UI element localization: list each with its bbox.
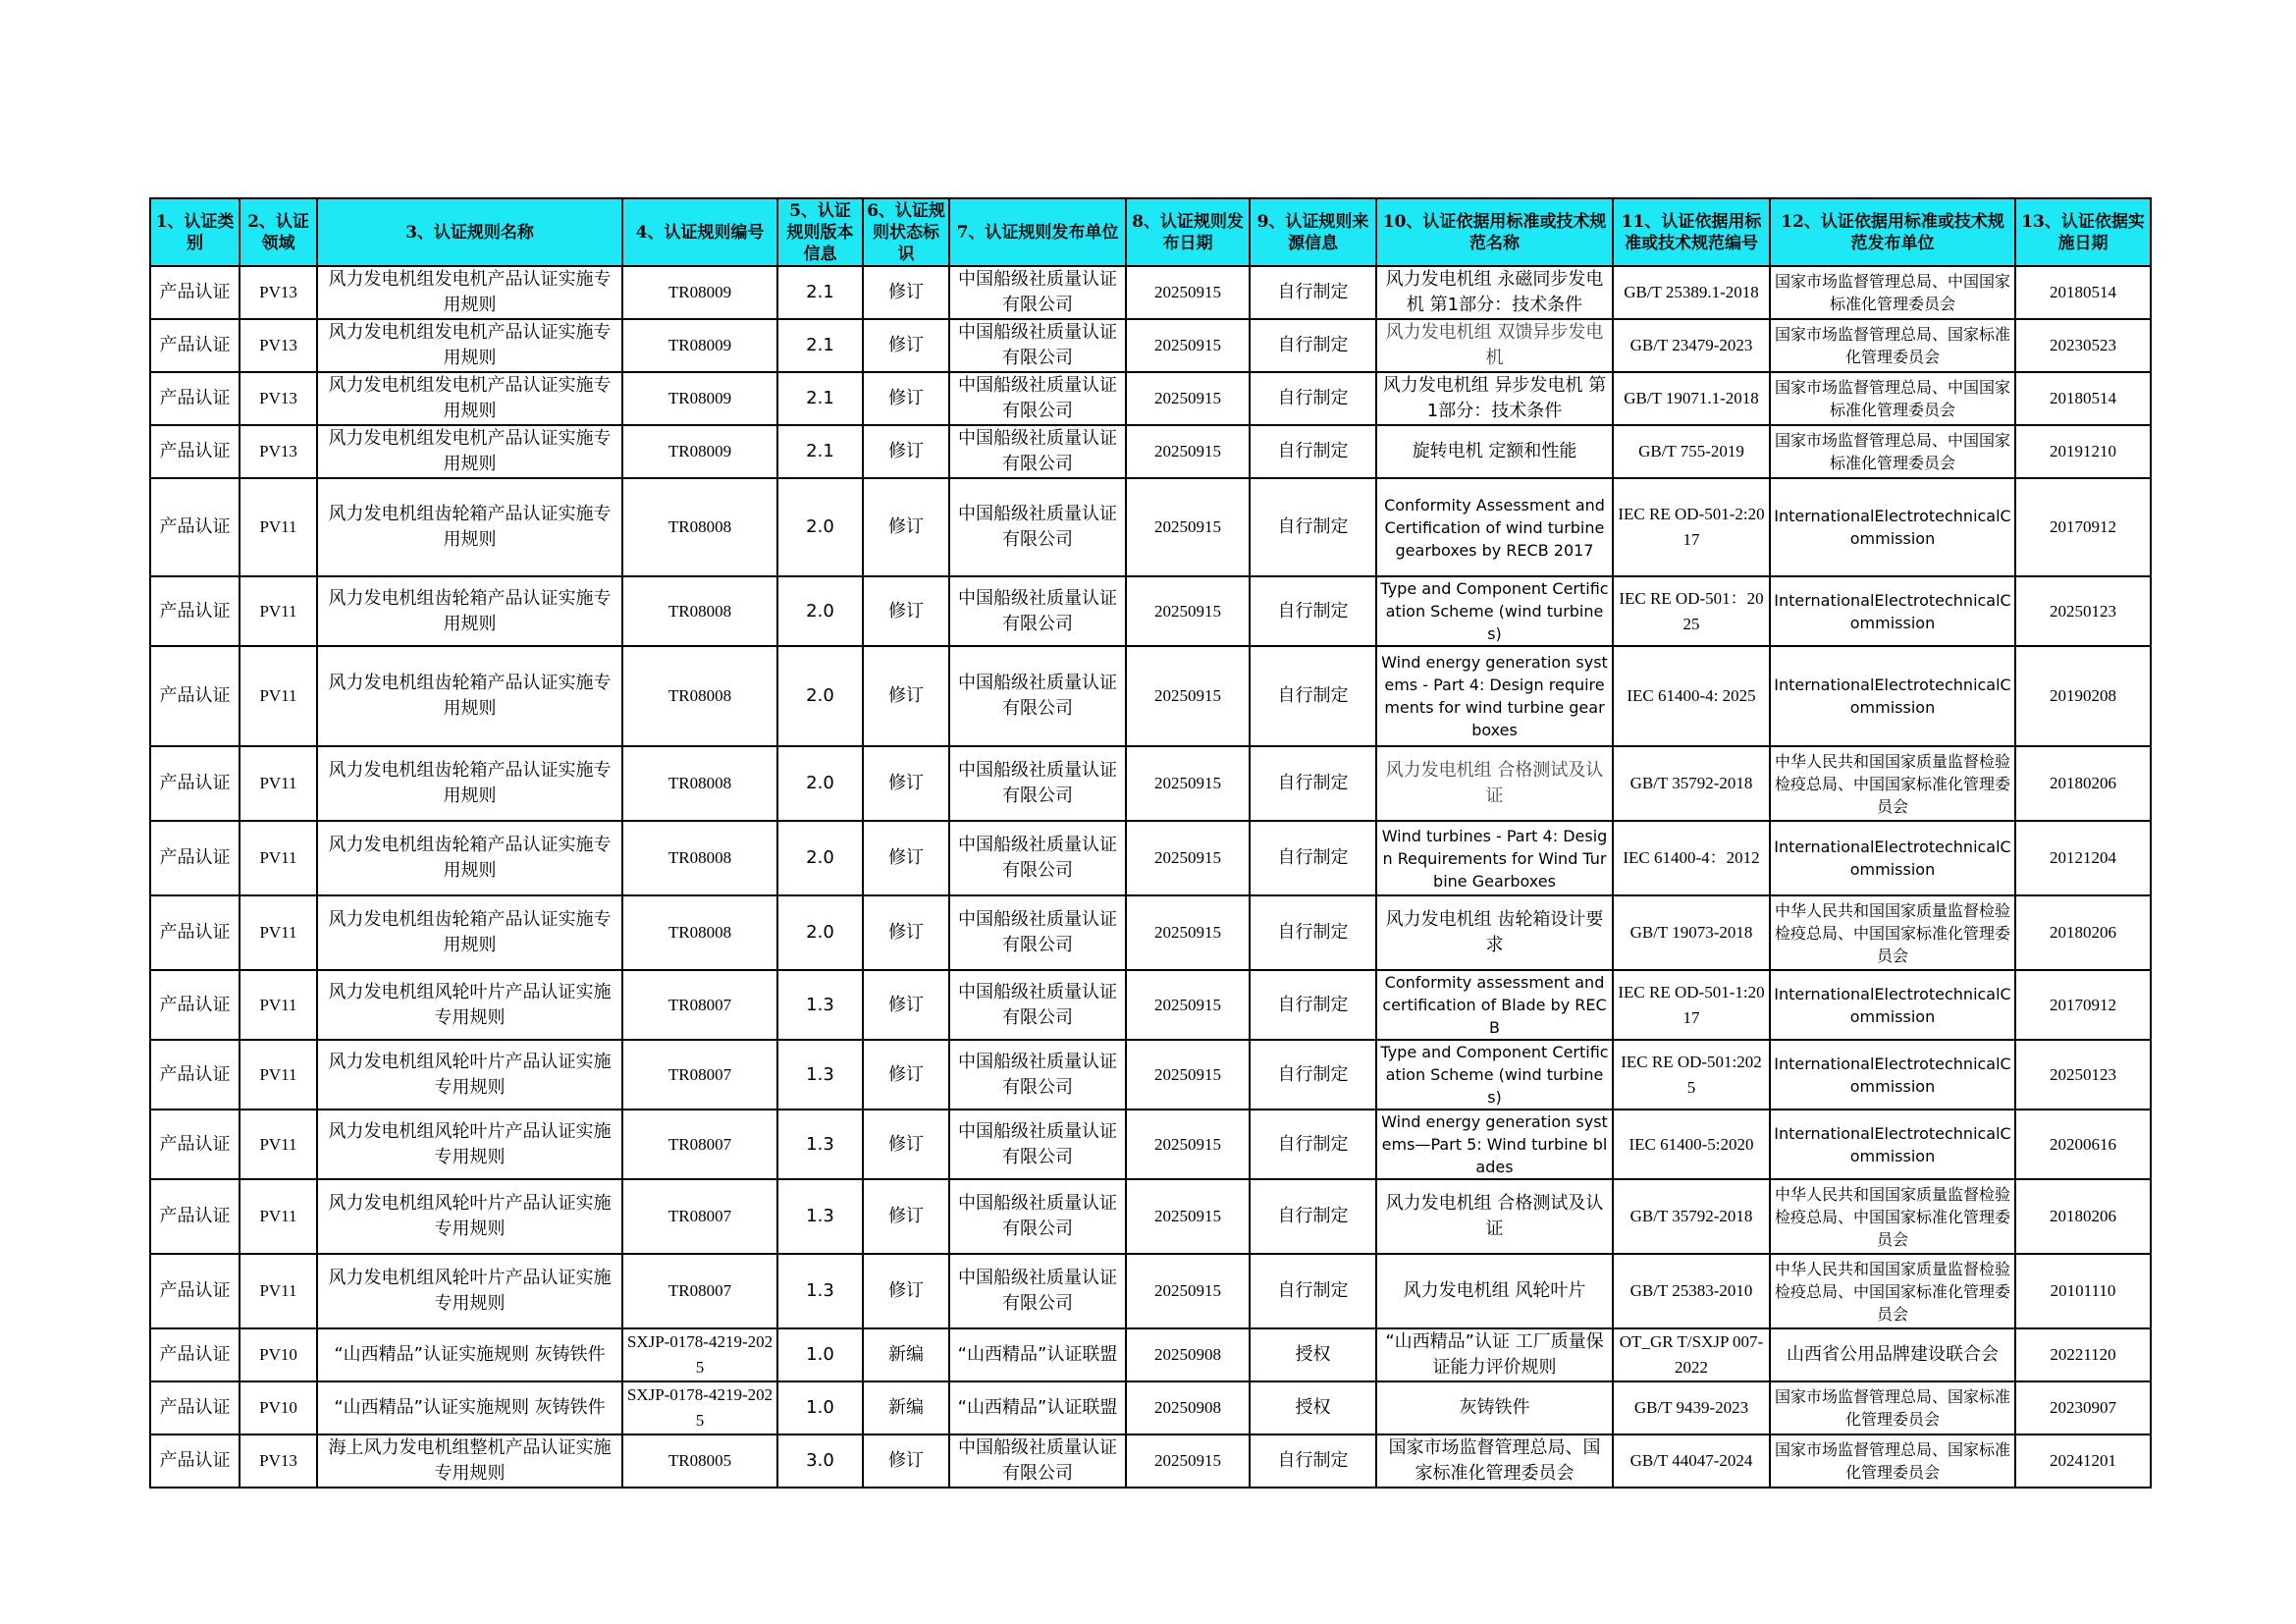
cell-publish-date: 20250915 [1126,1435,1250,1488]
cell-source-info: 自行制定 [1250,895,1376,970]
cell-cert-category: 产品认证 [150,266,240,319]
cell-rule-name: 风力发电机组齿轮箱产品认证实施专用规则 [317,646,622,746]
cell-rule-version: 2.0 [777,576,863,646]
header-standard-publisher: 12、认证依据用标准或技术规范发布单位 [1770,198,2015,266]
cell-effective-date: 20230907 [2015,1381,2151,1435]
cell-standard-code: GB/T 35792-2018 [1613,1179,1770,1254]
cell-cert-field: PV11 [240,1110,317,1179]
table-row [150,1328,2151,1381]
cell-cert-field: PV11 [240,970,317,1040]
cell-publisher: 中国船级社质量认证有限公司 [949,372,1126,425]
cell-effective-date: 20221120 [2015,1328,2151,1381]
cell-standard-name: 风力发电机组 异步发电机 第1部分：技术条件 [1376,372,1613,425]
cell-rule-code: TR08007 [622,1179,777,1254]
cell-standard-publisher: 国家市场监督管理总局、国家标准化管理委员会 [1770,319,2015,372]
cell-publisher: “山西精品”认证联盟 [949,1328,1126,1381]
cell-rule-status: 修订 [863,821,949,895]
cell-standard-name: 风力发电机组 风轮叶片 [1376,1254,1613,1328]
cell-standard-name: 风力发电机组 合格测试及认证 [1376,1179,1613,1254]
cell-cert-field: PV13 [240,425,317,478]
header-publish-date: 8、认证规则发布日期 [1126,198,1250,266]
cell-rule-code: TR08009 [622,319,777,372]
cell-standard-code: OT_GR T/SXJP 007-2022 [1613,1328,1770,1381]
cell-rule-name: 风力发电机组发电机产品认证实施专用规则 [317,319,622,372]
cell-publish-date: 20250915 [1126,576,1250,646]
cell-rule-name: 风力发电机组风轮叶片产品认证实施专用规则 [317,1254,622,1328]
cell-publish-date: 20250915 [1126,746,1250,821]
header-publisher: 7、认证规则发布单位 [949,198,1126,266]
cell-effective-date: 20170912 [2015,478,2151,576]
cell-cert-category: 产品认证 [150,1381,240,1435]
cell-effective-date: 20121204 [2015,821,2151,895]
cell-rule-name: “山西精品”认证实施规则 灰铸铁件 [317,1328,622,1381]
cell-cert-category: 产品认证 [150,576,240,646]
cell-cert-field: PV13 [240,266,317,319]
header-source-info: 9、认证规则来源信息 [1250,198,1376,266]
table-row [150,1435,2151,1488]
cell-standard-name: Wind energy generation systems—Part 5: Wind turbine blades [1376,1110,1613,1179]
cell-cert-category: 产品认证 [150,478,240,576]
cell-standard-code: IEC 61400-5:2020 [1613,1110,1770,1179]
cell-publish-date: 20250915 [1126,319,1250,372]
cell-standard-name: 灰铸铁件 [1376,1381,1613,1435]
cell-cert-field: PV13 [240,319,317,372]
cell-rule-status: 修订 [863,1040,949,1110]
table-row [150,895,2151,970]
cell-rule-name: 风力发电机组齿轮箱产品认证实施专用规则 [317,746,622,821]
cell-rule-version: 1.3 [777,1254,863,1328]
table-row [150,646,2151,746]
cell-effective-date: 20190208 [2015,646,2151,746]
cell-cert-field: PV11 [240,646,317,746]
cell-standard-publisher: 国家市场监督管理总局、中国国家标准化管理委员会 [1770,266,2015,319]
cell-cert-field: PV11 [240,895,317,970]
cell-publisher: 中国船级社质量认证有限公司 [949,895,1126,970]
cell-effective-date: 20250123 [2015,1040,2151,1110]
header-rule-status: 6、认证规则状态标识 [863,198,949,266]
cell-effective-date: 20230523 [2015,319,2151,372]
cell-cert-category: 产品认证 [150,1254,240,1328]
cell-standard-name: Wind turbines - Part 4: Design Requirements for Wind Turbine Gearboxes [1376,821,1613,895]
header-rule-code: 4、认证规则编号 [622,198,777,266]
cell-cert-field: PV13 [240,372,317,425]
cell-publish-date: 20250915 [1126,646,1250,746]
table-row [150,1110,2151,1179]
cell-standard-publisher: 中华人民共和国国家质量监督检验检疫总局、中国国家标准化管理委员会 [1770,1179,2015,1254]
cell-publisher: 中国船级社质量认证有限公司 [949,1179,1126,1254]
table-row [150,1179,2151,1254]
cell-rule-status: 修订 [863,576,949,646]
cell-rule-code: TR08008 [622,821,777,895]
cell-rule-code: TR08008 [622,478,777,576]
cell-cert-category: 产品认证 [150,319,240,372]
cell-rule-status: 修订 [863,1110,949,1179]
table-row [150,478,2151,576]
cell-source-info: 授权 [1250,1328,1376,1381]
cell-publisher: 中国船级社质量认证有限公司 [949,746,1126,821]
cell-source-info: 自行制定 [1250,970,1376,1040]
cell-rule-code: TR08007 [622,1040,777,1110]
cell-rule-status: 修订 [863,1179,949,1254]
cell-standard-publisher: InternationalElectrotechnicalCommission [1770,1110,2015,1179]
cell-source-info: 自行制定 [1250,1254,1376,1328]
cell-standard-publisher: 中华人民共和国国家质量监督检验检疫总局、中国国家标准化管理委员会 [1770,1254,2015,1328]
cell-cert-field: PV11 [240,576,317,646]
cell-rule-version: 2.0 [777,821,863,895]
cell-rule-name: 风力发电机组风轮叶片产品认证实施专用规则 [317,1040,622,1110]
cell-cert-category: 产品认证 [150,821,240,895]
cell-standard-name: Type and Component Certification Scheme (wind turbines) [1376,576,1613,646]
cell-standard-code: IEC RE OD-501:2025 [1613,1040,1770,1110]
cell-standard-name: “山西精品”认证 工厂质量保证能力评价规则 [1376,1328,1613,1381]
cell-rule-status: 新编 [863,1381,949,1435]
cell-rule-code: TR08008 [622,646,777,746]
cell-rule-status: 修订 [863,319,949,372]
cell-cert-field: PV11 [240,1179,317,1254]
cell-standard-code: IEC RE OD-501：2025 [1613,576,1770,646]
cell-publish-date: 20250908 [1126,1381,1250,1435]
cell-rule-version: 2.0 [777,746,863,821]
cell-source-info: 自行制定 [1250,425,1376,478]
cell-rule-code: TR08009 [622,425,777,478]
table-row [150,1381,2151,1435]
cell-rule-code: TR08005 [622,1435,777,1488]
cell-publisher: 中国船级社质量认证有限公司 [949,646,1126,746]
cell-cert-field: PV10 [240,1328,317,1381]
cell-rule-code: TR08008 [622,576,777,646]
cell-publisher: 中国船级社质量认证有限公司 [949,1435,1126,1488]
header-row [150,198,2151,266]
cell-source-info: 自行制定 [1250,478,1376,576]
cell-rule-name: 风力发电机组风轮叶片产品认证实施专用规则 [317,1179,622,1254]
cell-standard-publisher: InternationalElectrotechnicalCommission [1770,646,2015,746]
cell-standard-code: IEC RE OD-501-2:2017 [1613,478,1770,576]
cell-rule-version: 2.1 [777,319,863,372]
cell-rule-version: 1.3 [777,970,863,1040]
cell-rule-code: SXJP-0178-4219-2025 [622,1381,777,1435]
cell-source-info: 自行制定 [1250,1110,1376,1179]
cell-publish-date: 20250915 [1126,895,1250,970]
table-row [150,266,2151,319]
cell-rule-status: 新编 [863,1328,949,1381]
cell-standard-name: Conformity Assessment and Certification of wind turbine gearboxes by RECB 2017 [1376,478,1613,576]
cell-cert-category: 产品认证 [150,895,240,970]
cell-standard-publisher: 国家市场监督管理总局、中国国家标准化管理委员会 [1770,372,2015,425]
cell-rule-name: “山西精品”认证实施规则 灰铸铁件 [317,1381,622,1435]
cell-cert-field: PV11 [240,1040,317,1110]
cell-standard-code: IEC RE OD-501-1:2017 [1613,970,1770,1040]
cell-rule-code: TR08008 [622,895,777,970]
cell-publish-date: 20250915 [1126,1040,1250,1110]
cell-cert-field: PV11 [240,746,317,821]
cell-rule-status: 修订 [863,746,949,821]
cell-publisher: 中国船级社质量认证有限公司 [949,1254,1126,1328]
cell-standard-code: GB/T 25383-2010 [1613,1254,1770,1328]
cell-cert-field: PV13 [240,1435,317,1488]
cell-source-info: 自行制定 [1250,576,1376,646]
cell-cert-category: 产品认证 [150,1435,240,1488]
cell-publish-date: 20250915 [1126,266,1250,319]
cell-rule-status: 修订 [863,1435,949,1488]
cell-standard-publisher: 中华人民共和国国家质量监督检验检疫总局、中国国家标准化管理委员会 [1770,746,2015,821]
cell-source-info: 自行制定 [1250,646,1376,746]
cell-standard-code: GB/T 19071.1-2018 [1613,372,1770,425]
cell-effective-date: 20101110 [2015,1254,2151,1328]
cell-cert-category: 产品认证 [150,1179,240,1254]
header-cert-category: 1、认证类别 [150,198,240,266]
cell-standard-publisher: 国家市场监督管理总局、国家标准化管理委员会 [1770,1435,2015,1488]
cell-rule-version: 2.0 [777,646,863,746]
table-row [150,576,2151,646]
header-rule-version: 5、认证规则版本信息 [777,198,863,266]
cell-rule-version: 2.0 [777,895,863,970]
cell-standard-publisher: 中华人民共和国国家质量监督检验检疫总局、中国国家标准化管理委员会 [1770,895,2015,970]
cell-cert-category: 产品认证 [150,1328,240,1381]
cell-rule-name: 风力发电机组发电机产品认证实施专用规则 [317,372,622,425]
cell-rule-name: 风力发电机组发电机产品认证实施专用规则 [317,266,622,319]
cell-cert-category: 产品认证 [150,1110,240,1179]
cell-rule-status: 修订 [863,1254,949,1328]
cell-source-info: 自行制定 [1250,1179,1376,1254]
cell-standard-publisher: InternationalElectrotechnicalCommission [1770,1040,2015,1110]
cell-publisher: 中国船级社质量认证有限公司 [949,821,1126,895]
table-row [150,425,2151,478]
cell-standard-code: IEC 61400-4: 2025 [1613,646,1770,746]
header-standard-name: 10、认证依据用标准或技术规范名称 [1376,198,1613,266]
cell-rule-version: 2.1 [777,266,863,319]
cell-rule-version: 2.1 [777,372,863,425]
cell-rule-version: 1.3 [777,1110,863,1179]
table-row [150,821,2151,895]
cell-source-info: 自行制定 [1250,821,1376,895]
cell-effective-date: 20180514 [2015,266,2151,319]
table-body [150,266,2151,1488]
cell-source-info: 自行制定 [1250,746,1376,821]
header-standard-code: 11、认证依据用标准或技术规范编号 [1613,198,1770,266]
cell-publisher: 中国船级社质量认证有限公司 [949,576,1126,646]
cell-effective-date: 20180206 [2015,895,2151,970]
cell-rule-code: TR08009 [622,266,777,319]
cell-standard-name: Wind energy generation systems - Part 4: Design requirements for wind turbine gearboxes [1376,646,1613,746]
cell-source-info: 自行制定 [1250,266,1376,319]
cell-publish-date: 20250915 [1126,821,1250,895]
cell-publish-date: 20250915 [1126,1179,1250,1254]
cell-rule-name: 风力发电机组齿轮箱产品认证实施专用规则 [317,895,622,970]
cell-standard-publisher: 山西省公用品牌建设联合会 [1770,1328,2015,1381]
cell-cert-category: 产品认证 [150,646,240,746]
cell-rule-code: TR08009 [622,372,777,425]
cell-standard-publisher: InternationalElectrotechnicalCommission [1770,821,2015,895]
cell-standard-code: IEC 61400-4：2012 [1613,821,1770,895]
cell-rule-name: 风力发电机组齿轮箱产品认证实施专用规则 [317,821,622,895]
cell-standard-code: GB/T 23479-2023 [1613,319,1770,372]
cell-rule-status: 修订 [863,895,949,970]
cell-standard-publisher: InternationalElectrotechnicalCommission [1770,970,2015,1040]
cell-rule-version: 1.0 [777,1381,863,1435]
cell-publish-date: 20250915 [1126,970,1250,1040]
cell-cert-category: 产品认证 [150,1040,240,1110]
cell-rule-status: 修订 [863,266,949,319]
cell-rule-name: 风力发电机组齿轮箱产品认证实施专用规则 [317,576,622,646]
cell-standard-name: 风力发电机组 永磁同步发电机 第1部分：技术条件 [1376,266,1613,319]
cell-publish-date: 20250915 [1126,1110,1250,1179]
cell-cert-field: PV10 [240,1381,317,1435]
table-row [150,1254,2151,1328]
cell-source-info: 自行制定 [1250,372,1376,425]
cell-rule-code: TR08007 [622,1110,777,1179]
cell-rule-version: 2.1 [777,425,863,478]
cell-effective-date: 20191210 [2015,425,2151,478]
cell-rule-name: 海上风力发电机组整机产品认证实施专用规则 [317,1435,622,1488]
cell-publisher: 中国船级社质量认证有限公司 [949,1110,1126,1179]
cell-cert-category: 产品认证 [150,746,240,821]
cell-effective-date: 20241201 [2015,1435,2151,1488]
certification-rules-table [149,197,2152,1489]
cell-standard-name: 旋转电机 定额和性能 [1376,425,1613,478]
cell-effective-date: 20170912 [2015,970,2151,1040]
table-row [150,1040,2151,1110]
cell-rule-status: 修订 [863,646,949,746]
cell-publisher: 中国船级社质量认证有限公司 [949,1040,1126,1110]
cell-source-info: 自行制定 [1250,1435,1376,1488]
cell-publish-date: 20250915 [1126,1254,1250,1328]
cell-standard-publisher: 国家市场监督管理总局、中国国家标准化管理委员会 [1770,425,2015,478]
cell-standard-code: GB/T 25389.1-2018 [1613,266,1770,319]
table-row [150,746,2151,821]
cell-standard-name: 风力发电机组 双馈异步发电机 [1376,319,1613,372]
cell-source-info: 授权 [1250,1381,1376,1435]
cell-publisher: 中国船级社质量认证有限公司 [949,478,1126,576]
cell-effective-date: 20200616 [2015,1110,2151,1179]
cell-standard-code: GB/T 19073-2018 [1613,895,1770,970]
cell-effective-date: 20180514 [2015,372,2151,425]
cell-source-info: 自行制定 [1250,1040,1376,1110]
cell-effective-date: 20180206 [2015,1179,2151,1254]
cell-rule-version: 1.3 [777,1040,863,1110]
cell-rule-name: 风力发电机组风轮叶片产品认证实施专用规则 [317,970,622,1040]
cell-standard-name: Type and Component Certification Scheme (wind turbines) [1376,1040,1613,1110]
cell-standard-name: 风力发电机组 合格测试及认证 [1376,746,1613,821]
cell-publish-date: 20250915 [1126,372,1250,425]
cell-publish-date: 20250908 [1126,1328,1250,1381]
cell-cert-category: 产品认证 [150,372,240,425]
table-row [150,319,2151,372]
cell-source-info: 自行制定 [1250,319,1376,372]
cell-effective-date: 20180206 [2015,746,2151,821]
cell-publish-date: 20250915 [1126,478,1250,576]
cell-rule-name: 风力发电机组风轮叶片产品认证实施专用规则 [317,1110,622,1179]
cell-rule-code: TR08007 [622,1254,777,1328]
cell-cert-field: PV11 [240,821,317,895]
table-row [150,372,2151,425]
cell-cert-category: 产品认证 [150,970,240,1040]
cell-rule-status: 修订 [863,425,949,478]
cell-rule-name: 风力发电机组发电机产品认证实施专用规则 [317,425,622,478]
cell-rule-version: 3.0 [777,1435,863,1488]
cell-rule-status: 修订 [863,478,949,576]
cell-standard-publisher: 国家市场监督管理总局、国家标准化管理委员会 [1770,1381,2015,1435]
header-cert-field: 2、认证领域 [240,198,317,266]
cell-standard-name: 国家市场监督管理总局、国家标准化管理委员会 [1376,1435,1613,1488]
cell-rule-code: SXJP-0178-4219-2025 [622,1328,777,1381]
cell-rule-version: 1.3 [777,1179,863,1254]
cell-cert-field: PV11 [240,1254,317,1328]
cell-publisher: 中国船级社质量认证有限公司 [949,266,1126,319]
cell-rule-name: 风力发电机组齿轮箱产品认证实施专用规则 [317,478,622,576]
cell-standard-code: GB/T 35792-2018 [1613,746,1770,821]
cell-standard-name: 风力发电机组 齿轮箱设计要求 [1376,895,1613,970]
cell-publisher: 中国船级社质量认证有限公司 [949,425,1126,478]
cell-rule-status: 修订 [863,372,949,425]
cell-standard-publisher: InternationalElectrotechnicalCommission [1770,576,2015,646]
cell-publisher: “山西精品”认证联盟 [949,1381,1126,1435]
cell-standard-code: GB/T 755-2019 [1613,425,1770,478]
cell-rule-status: 修订 [863,970,949,1040]
cell-publisher: 中国船级社质量认证有限公司 [949,970,1126,1040]
cell-standard-code: GB/T 44047-2024 [1613,1435,1770,1488]
cell-standard-name: Conformity assessment and certification of Blade by RECB [1376,970,1613,1040]
cell-publisher: 中国船级社质量认证有限公司 [949,319,1126,372]
cell-publish-date: 20250915 [1126,425,1250,478]
header-effective-date: 13、认证依据实施日期 [2015,198,2151,266]
table-row [150,970,2151,1040]
cell-standard-code: GB/T 9439-2023 [1613,1381,1770,1435]
cell-rule-version: 1.0 [777,1328,863,1381]
cell-effective-date: 20250123 [2015,576,2151,646]
cell-cert-category: 产品认证 [150,425,240,478]
cell-rule-version: 2.0 [777,478,863,576]
cell-standard-publisher: InternationalElectrotechnicalCommission [1770,478,2015,576]
cell-cert-field: PV11 [240,478,317,576]
header-rule-name: 3、认证规则名称 [317,198,622,266]
cell-rule-code: TR08008 [622,746,777,821]
cell-rule-code: TR08007 [622,970,777,1040]
